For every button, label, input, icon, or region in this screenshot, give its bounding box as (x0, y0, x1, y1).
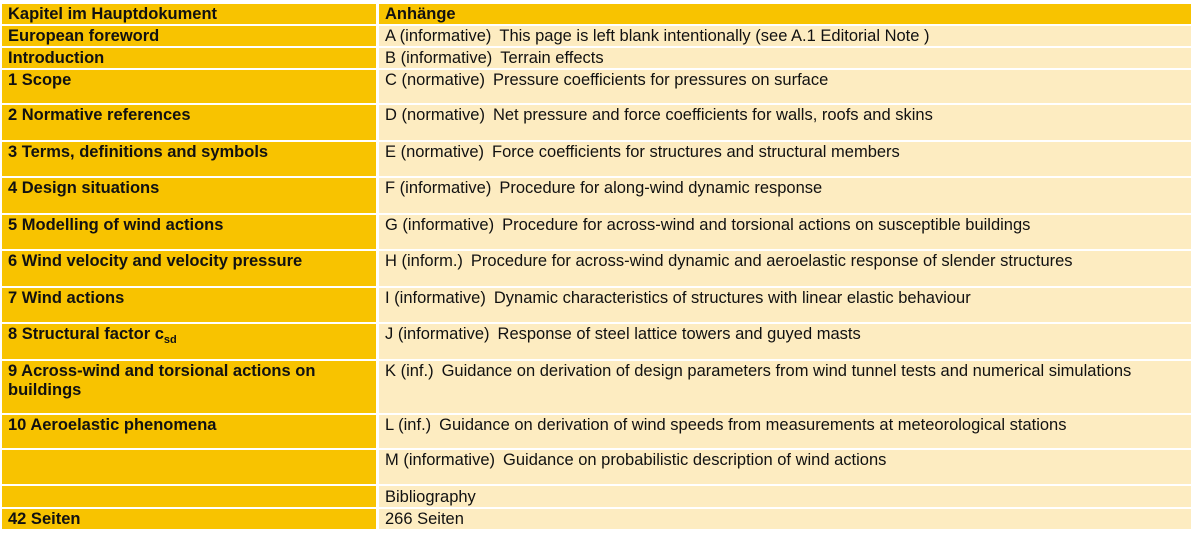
table-row (2, 324, 1191, 361)
annex-cell (379, 324, 1191, 361)
chapter-cell: 2 Normative references (2, 105, 379, 142)
chapter-cell: 9 Across-wind and torsional actions on buildings (2, 361, 379, 415)
chapter-annex-table (2, 4, 1191, 531)
table-row (2, 486, 1191, 509)
annex-tag: M (informative) (385, 451, 496, 469)
table-row (2, 105, 1191, 142)
chapter-cell: 5 Modelling of wind actions (2, 215, 379, 251)
table-row (2, 142, 1191, 178)
annex-title: Net pressure and force coefficients for walls, roofs and skins (492, 106, 933, 124)
annex-cell (379, 361, 1191, 415)
annex-tag: D (normative) (385, 106, 485, 124)
chapter-cell: 10 Aeroelastic phenomena (2, 415, 379, 450)
annex-cell (379, 486, 1191, 509)
table-row (2, 251, 1191, 288)
annex-cell (379, 415, 1191, 450)
chapter-cell: 3 Terms, definitions and symbols (2, 142, 379, 178)
annex-tag: J (informative) (385, 325, 490, 343)
annex-tag: H (inform.) (385, 252, 463, 270)
annex-tag: L (inf.) (385, 416, 432, 434)
chapter-cell: 1 Scope (2, 70, 379, 105)
annex-title: Dynamic characteristics of structures with linear elastic behaviour (493, 289, 971, 307)
footer-annex-pages: 266 Seiten (379, 509, 1191, 531)
table-row (2, 415, 1191, 450)
annex-cell (379, 178, 1191, 215)
table-row (2, 361, 1191, 415)
annex-title: Force coefficients for structures and structural members (492, 143, 900, 161)
annex-tag: K (inf.) (385, 362, 434, 380)
annex-tag: F (informative) (385, 179, 492, 197)
annex-cell (379, 288, 1191, 324)
annex-cell (379, 450, 1191, 486)
chapter-cell (2, 450, 379, 486)
annex-title: Guidance on derivation of design parameters from wind tunnel tests and numerical simulations (441, 362, 1132, 380)
table-row (2, 215, 1191, 251)
annex-cell (379, 26, 1191, 48)
annex-tag: A (informative) (385, 27, 492, 45)
table-row (2, 70, 1191, 105)
header-annexes: Anhänge (379, 4, 1191, 26)
chapter-cell: Introduction (2, 48, 379, 70)
annex-title: Bibliography (385, 488, 476, 506)
chapter-text: 8 Structural factor c (8, 325, 164, 343)
table-row (2, 48, 1191, 70)
annex-title: Guidance on derivation of wind speeds from measurements at meteorological stations (439, 416, 1067, 434)
annex-tag: I (informative) (385, 289, 486, 307)
chapter-subscript: sd (163, 334, 177, 346)
annex-title: Pressure coefficients for pressures on surface (492, 71, 829, 89)
annex-title: Procedure for across-wind dynamic and aeroelastic response of slender structures (470, 252, 1073, 270)
annex-cell (379, 48, 1191, 70)
annex-cell (379, 142, 1191, 178)
table-footer-row (2, 509, 1191, 531)
annex-cell (379, 215, 1191, 251)
annex-cell (379, 105, 1191, 142)
table-row (2, 178, 1191, 215)
annex-title: Procedure for across-wind and torsional actions on susceptible buildings (502, 216, 1031, 234)
chapter-cell (2, 324, 379, 361)
chapter-cell: 6 Wind velocity and velocity pressure (2, 251, 379, 288)
chapter-cell: 4 Design situations (2, 178, 379, 215)
table-header-row (2, 4, 1191, 26)
annex-cell (379, 251, 1191, 288)
annex-tag: G (informative) (385, 216, 495, 234)
table-row (2, 26, 1191, 48)
annex-title: Response of steel lattice towers and guyed masts (497, 325, 861, 343)
table-row (2, 288, 1191, 324)
header-chapters: Kapitel im Hauptdokument (2, 4, 379, 26)
annex-tag: C (normative) (385, 71, 485, 89)
annex-tag: B (informative) (385, 49, 493, 67)
chapter-cell (2, 486, 379, 509)
chapter-cell: 7 Wind actions (2, 288, 379, 324)
annex-title: Guidance on probabilistic description of wind actions (503, 451, 887, 469)
table-row (2, 450, 1191, 486)
footer-chapter-pages: 42 Seiten (2, 509, 379, 531)
chapter-cell: European foreword (2, 26, 379, 48)
annex-tag: E (normative) (385, 143, 485, 161)
annex-title: Procedure for along-wind dynamic response (499, 179, 823, 197)
annex-title: Terrain effects (500, 49, 604, 67)
annex-title: This page is left blank intentionally (see A.1 Editorial Note ) (499, 27, 930, 45)
annex-cell (379, 70, 1191, 105)
